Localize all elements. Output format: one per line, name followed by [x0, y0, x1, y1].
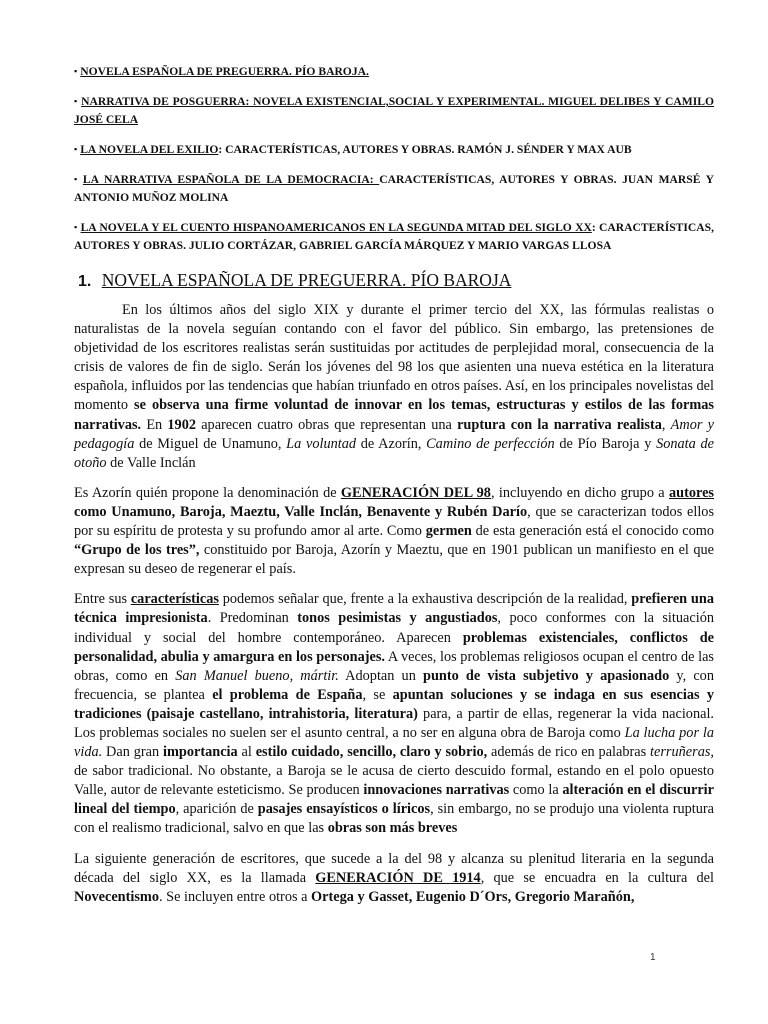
text-run: La siguiente generación de escritores, que sucede a la del 98 y alcanza su plenitud literaria en la segunda década del siglo XX, es la llamada [74, 850, 714, 886]
text-run: ruptura con la narrativa realista [457, 416, 662, 433]
page-number: 1 [650, 952, 656, 963]
text-run: LA NOVELA Y EL CUENTO HISPANOAMERICANOS EN LA SEGUNDA MITAD DEL SIGLO XX [80, 221, 592, 234]
text-run: “Grupo de los tres”, [74, 542, 200, 559]
section-number: 1. [78, 273, 92, 290]
text-run: Adoptan un [338, 667, 423, 684]
toc-item [74, 170, 714, 207]
text-run: , [661, 416, 671, 433]
text-run: para, a partir de ellas, regenerar la vida nacional. Los problemas sociales no suelen ser el asunto central, a no ser en alguna obra de Baroja como [74, 705, 714, 741]
toc-item [74, 92, 714, 129]
paragraph [74, 590, 714, 838]
text-run: punto de vista subjetivo y apasionado [423, 667, 670, 684]
text-run: de esta generación está el conocido como [471, 523, 714, 540]
bullet-icon: ▪ [74, 96, 79, 106]
text-run: NARRATIVA DE POSGUERRA: NOVELA EXISTENCIAL,SOCIAL Y EXPERIMENTAL. MIGUEL DELIBES Y CAMILO JOSÉ CELA [74, 95, 714, 126]
text-run: , que se encuadra en la cultura del [480, 869, 714, 886]
text-run: de Pío Baroja y [554, 435, 657, 452]
text-run: A veces, los problemas religiosos ocupan el centro de las obras, como en [74, 648, 714, 684]
paragraph [74, 301, 714, 473]
text-run: . Predominan [207, 610, 298, 627]
paragraph [74, 484, 714, 579]
text-run: de sabor tradicional. No obstante, a Baroja se le acusa de cierto descuido formal, estando en el polo opuesto Valle, autor de relevante esteticismo. Se producen [74, 763, 714, 799]
text-run: . Se incluyen entre otros a [158, 888, 312, 905]
text-run: podemos señalar que, frente a la exhaustiva descripción de la realidad, [218, 591, 632, 608]
document-body [74, 301, 714, 907]
toc-item [74, 140, 714, 159]
text-run: terruñeras, [650, 744, 714, 761]
text-run: autores [668, 484, 714, 501]
section-title: NOVELA ESPAÑOLA DE PREGUERRA. PÍO BAROJA [101, 270, 512, 290]
text-run: importancia [163, 744, 238, 761]
text-run: NOVELA ESPAÑOLA DE PREGUERRA. PÍO BAROJA. [80, 65, 369, 78]
bullet-icon: ▪ [74, 222, 78, 232]
text-run: En [141, 416, 168, 433]
toc-item [74, 218, 714, 255]
text-run: En los últimos años del siglo XIX y durante el primer tercio del XX, las fórmulas realistas o naturalistas de la novela seguían contando con el favor del público. Sin embargo, las pretensiones de objetividad de los escritores realistas serán sustituidas por actitudes de perplejidad moral, consecuencia de la crisis de valores de fin de siglo. Serán los jóvenes del 98 los que asienten una nueva estética en la literatura española, influidos por las tendencias que habían triunfado en otros países. Así, en los principales novelistas del momento [74, 302, 714, 414]
text-run: aparecen cuatro obras que representan una [196, 416, 458, 433]
text-run: y, con frecuencia, se plantea [74, 667, 714, 703]
text-run: tonos pesimistas y angustiados [297, 610, 498, 627]
text-run: GENERACIÓN DE 1914 [315, 869, 481, 886]
text-run: innovaciones narrativas [363, 782, 510, 799]
text-run: : CARACTERÍSTICAS, AUTORES Y OBRAS. JULIO CORTÁZAR, GABRIEL GARCÍA MÁRQUEZ Y MARIO VARGAS LLOSA [74, 221, 714, 252]
bullet-icon: ▪ [74, 66, 78, 76]
text-run: alteración en el discurrir lineal del tiempo [74, 782, 714, 818]
text-run: de Azorín, [356, 435, 427, 452]
text-run: obras son más breves [327, 820, 458, 837]
text-run: Amor y pedagogía [74, 416, 714, 452]
text-run: LA NARRATIVA ESPAÑOLA DE LA DEMOCRACIA: [82, 173, 380, 186]
text-run: problemas existenciales, conflictos de personalidad, abulia y amargura en los personajes. [74, 629, 715, 665]
text-run: Sonata de otoño [74, 435, 714, 471]
text-run: de Valle Inclán [106, 454, 196, 471]
text-run: , incluyendo en dicho grupo a [490, 484, 669, 501]
text-run: estilo cuidado, sencillo, claro y sobrio, [255, 744, 488, 761]
text-run: como la [509, 782, 563, 799]
text-run: además de rico en palabras [487, 744, 651, 761]
text-run: Dan gran [102, 744, 163, 761]
text-run: el problema de España [212, 686, 363, 703]
text-run: , se [362, 686, 393, 703]
text-run: GENERACIÓN DEL 98 [340, 484, 491, 501]
text-run: como Unamuno, Baroja, Maeztu, Valle Inclán, Benavente y Rubén Darío [74, 503, 528, 520]
table-of-contents [74, 62, 714, 255]
text-run: 1902 [167, 416, 196, 433]
text-run: Ortega y Gasset, Eugenio D´Ors, Gregorio Marañón, [311, 888, 635, 905]
text-run: : CARACTERÍSTICAS, AUTORES Y OBRAS. RAMÓN J. SÉNDER Y MAX AUB [218, 143, 632, 156]
toc-item [74, 62, 714, 81]
text-run: , poco conformes con la situación individual y social del hombre contemporáneo. Aparecen [74, 610, 714, 646]
text-run: La lucha por la vida. [74, 724, 714, 761]
bullet-icon: ▪ [74, 174, 80, 184]
text-run: germen [425, 523, 472, 540]
text-run: , sin embargo, no se produjo una violenta ruptura con el realismo tradicional, salvo en que las [74, 801, 714, 837]
text-run: , aparición de [175, 801, 258, 818]
text-run: de Miguel de Unamuno, [134, 435, 287, 452]
text-run: pasajes ensayísticos o líricos [257, 801, 431, 818]
text-run: Entre sus [74, 591, 131, 608]
text-run: prefieren una técnica impresionista [74, 591, 714, 627]
text-run: Es Azorín quién propone la denominación de [74, 484, 341, 501]
text-run: La voluntad [286, 435, 357, 452]
text-run: características [130, 591, 219, 608]
bullet-icon: ▪ [74, 144, 78, 154]
text-run: al [237, 744, 256, 761]
text-run: apuntan soluciones y se indaga en sus esencias y tradiciones (paisaje castellano, intrahistoria, literatura) [74, 686, 714, 722]
text-run: se observa una firme voluntad de innovar en los temas, estructuras y estilos de las formas narrativas. [74, 397, 714, 433]
section-heading [78, 269, 714, 293]
text-run: LA NOVELA DEL EXILIO [80, 143, 219, 156]
paragraph [74, 850, 714, 907]
text-run: , que se caracterizan todos ellos por su espíritu de protesta y su profundo amor al arte. Como [74, 503, 715, 540]
text-run: San Manuel bueno, mártir. [175, 667, 339, 684]
text-run: CARACTERÍSTICAS, AUTORES Y OBRAS. JUAN MARSÉ Y ANTONIO MUÑOZ MOLINA [74, 173, 714, 204]
text-run: Camino de perfección [426, 435, 555, 452]
document-page [74, 62, 714, 918]
text-run: constituido por Baroja, Azorín y Maeztu, que en 1901 publican un manifiesto en el que expresan su deseo de regenerar el país. [74, 542, 714, 578]
text-run: Novecentismo [74, 888, 159, 905]
